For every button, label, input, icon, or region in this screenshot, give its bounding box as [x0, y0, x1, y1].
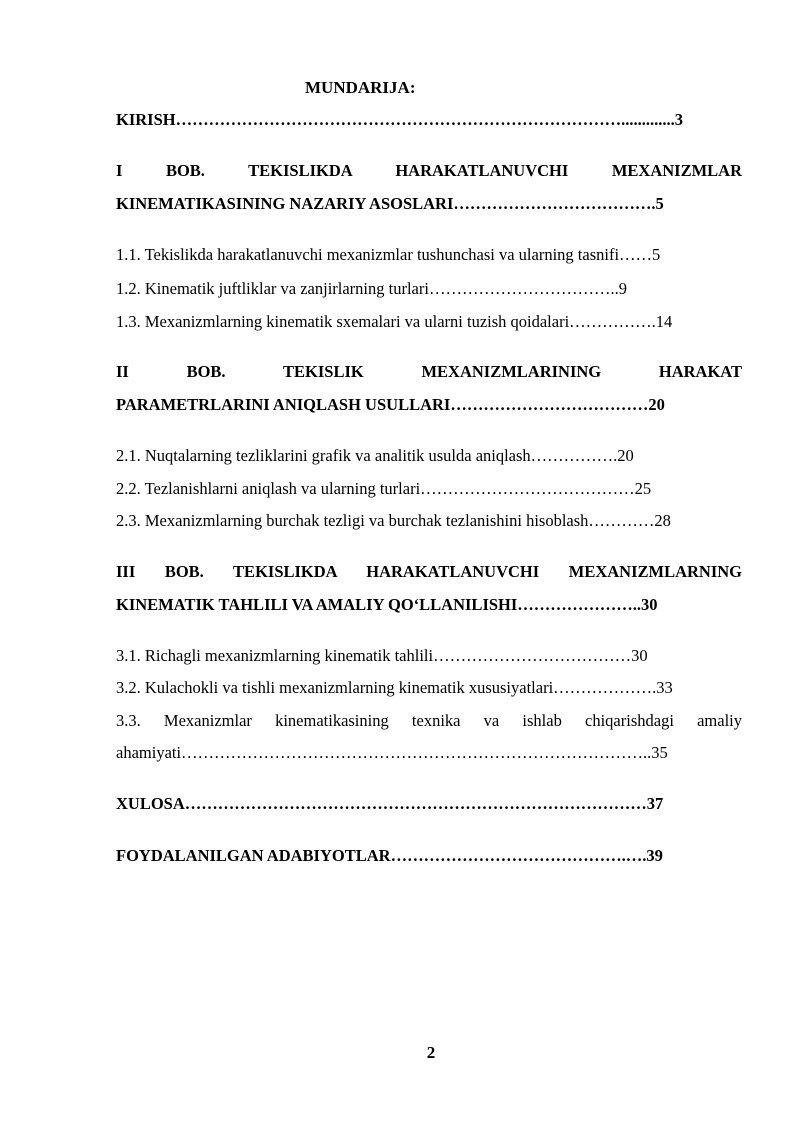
- toc-section-1-1: 1.1. Tekislikda harakatlanuvchi mexanizmlar tushunchasi va ularning tasnifi……5: [116, 245, 661, 264]
- toc-section-2-2: 2.2. Tezlanishlarni aniqlash va ularning turlari…………………………………25: [116, 479, 652, 498]
- toc-section-1-3: 1.3. Mexanizmlarning kinematik sxemalari va ularni tuzish qoidalari…………….14: [116, 312, 673, 331]
- toc-entry-introduction: KIRISH……………………………………………………………………….............3: [116, 110, 683, 129]
- toc-section-3-3-line2: ahamiyati…………………………………………………………………………..35: [116, 743, 668, 762]
- toc-section-1-2: 1.2. Kinematik juftliklar va zanjirlarning turlari……………………………..9: [116, 279, 627, 298]
- toc-section-2-1: 2.1. Nuqtalarning tezliklarini grafik va analitik usulda aniqlash…………….20: [116, 446, 634, 465]
- toc-chapter-1-heading-line2: KINEMATIKASINING NAZARIY ASOSLARI……………………………….5: [116, 194, 664, 213]
- toc-title: MUNDARIJA:: [305, 78, 416, 97]
- toc-section-2-3: 2.3. Mexanizmlarning burchak tezligi va burchak tezlanishini hisoblash…………28: [116, 511, 671, 530]
- toc-chapter-1-heading-line1: I BOB. TEKISLIKDA HARAKATLANUVCHI MEXANIZMLAR: [116, 161, 742, 180]
- toc-section-3-3-line1: 3.3. Mexanizmlar kinematikasining texnika va ishlab chiqarishdagi amaliy: [116, 711, 742, 730]
- toc-entry-conclusion: XULOSA…………………………………………………………………………37: [116, 794, 664, 813]
- toc-chapter-2-heading-line1: II BOB. TEKISLIK MEXANIZMLARINING HARAKAT: [116, 362, 742, 381]
- page-number: 2: [426, 1043, 436, 1062]
- toc-chapter-3-heading-line1: III BOB. TEKISLIKDA HARAKATLANUVCHI MEXANIZMLARNING: [116, 562, 742, 581]
- toc-chapter-3-heading-line2: KINEMATIK TAHLILI VA AMALIY QO‘LLANILISHI…………………..30: [116, 595, 658, 614]
- toc-section-3-2: 3.2. Kulachokli va tishli mexanizmlarning kinematik xususiyatlari……………….33: [116, 678, 673, 697]
- toc-chapter-2-heading-line2: PARAMETRLARINI ANIQLASH USULLARI………………………………20: [116, 395, 665, 414]
- toc-entry-references: FOYDALANILGAN ADABIYOTLAR…………………………………….….39: [116, 846, 663, 865]
- toc-section-3-1: 3.1. Richagli mexanizmlarning kinematik tahlili………………………………30: [116, 646, 648, 665]
